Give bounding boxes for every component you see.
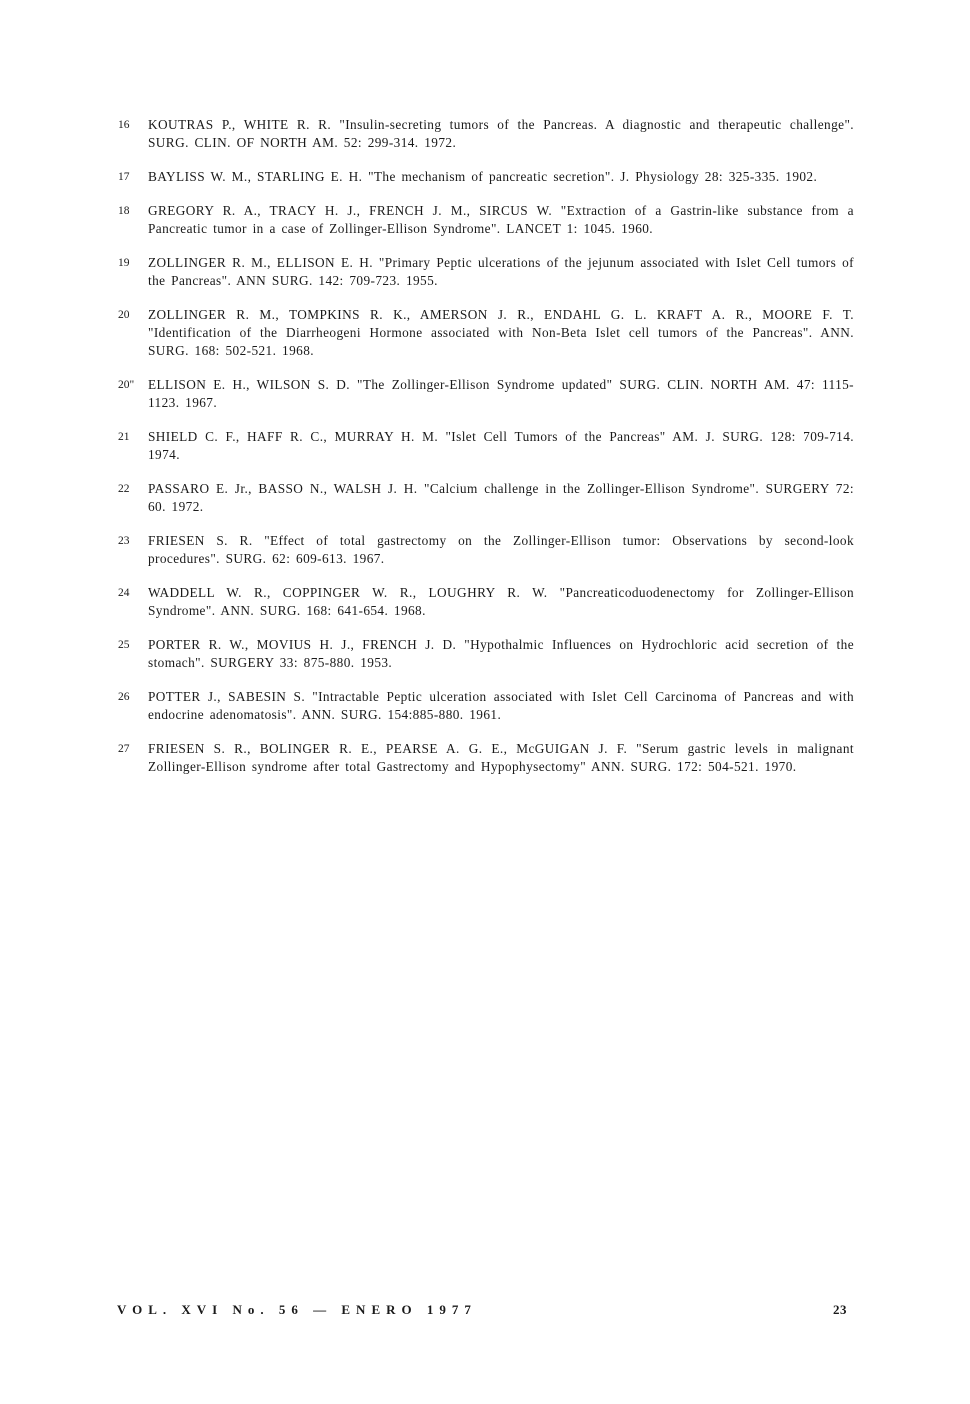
reference-number: 21 xyxy=(118,431,130,443)
reference-text: SHIELD C. F., HAFF R. C., MURRAY H. M. "Islet Cell Tumors of the Pancreas" AM. J. SURG. 128: 709-714. 1974. xyxy=(148,429,854,462)
reference-item xyxy=(118,480,854,516)
reference-item xyxy=(118,584,854,620)
reference-item xyxy=(118,168,854,186)
journal-issue: VOL. XVI No. 56 — ENERO 1977 xyxy=(117,1302,477,1317)
reference-text: KOUTRAS P., WHITE R. R. "Insulin-secreting tumors of the Pancreas. A diagnostic and therapeutic challenge". SURG. CLIN. OF NORTH AM. 52: 299-314. 1972. xyxy=(148,117,854,150)
reference-number: 20" xyxy=(118,379,135,391)
reference-number: 16 xyxy=(118,119,130,131)
reference-text: BAYLISS W. M., STARLING E. H. "The mechanism of pancreatic secretion". J. Physiology 28: 325-335. 1902. xyxy=(148,169,818,184)
reference-item xyxy=(118,116,854,152)
reference-item xyxy=(118,306,854,360)
reference-text: ZOLLINGER R. M., ELLISON E. H. "Primary Peptic ulcerations of the jejunum associated with Islet Cell tumors of the Pancreas". ANN SURG. 142: 709-723. 1955. xyxy=(148,255,854,288)
reference-item xyxy=(118,688,854,724)
reference-item xyxy=(118,428,854,464)
reference-number: 25 xyxy=(118,639,130,651)
reference-number: 26 xyxy=(118,691,130,703)
reference-item xyxy=(118,636,854,672)
reference-list xyxy=(118,116,854,776)
reference-text: POTTER J., SABESIN S. "Intractable Peptic ulceration associated with Islet Cell Carcinoma of Pancreas and with endocrine adenomatosis". ANN. SURG. 154:885-880. 1961. xyxy=(148,689,854,722)
reference-number: 18 xyxy=(118,205,130,217)
reference-text: PORTER R. W., MOVIUS H. J., FRENCH J. D. "Hypothalmic Influences on Hydrochloric acid secretion of the stomach". SURGERY 33: 875-880. 1953. xyxy=(148,637,854,670)
reference-text: FRIESEN S. R., BOLINGER R. E., PEARSE A. G. E., McGUIGAN J. F. "Serum gastric levels in malignant Zollinger-Ellison syndrome after total Gastrectomy and Hypophysectomy" ANN. SURG. 172: 504-521. 1970. xyxy=(148,741,854,774)
reference-number: 23 xyxy=(118,535,130,547)
reference-number: 24 xyxy=(118,587,130,599)
reference-item xyxy=(118,376,854,412)
reference-number: 27 xyxy=(118,743,130,755)
reference-item xyxy=(118,202,854,238)
reference-number: 22 xyxy=(118,483,130,495)
page-footer xyxy=(117,1302,847,1318)
reference-item xyxy=(118,254,854,290)
reference-item xyxy=(118,740,854,776)
reference-item xyxy=(118,532,854,568)
page-number: 23 xyxy=(833,1302,847,1317)
reference-text: GREGORY R. A., TRACY H. J., FRENCH J. M., SIRCUS W. "Extraction of a Gastrin-like substance from a Pancreatic tumor in a case of Zollinger-Ellison Syndrome". LANCET 1: 1045. 1960. xyxy=(148,203,854,236)
reference-text: ZOLLINGER R. M., TOMPKINS R. K., AMERSON J. R., ENDAHL G. L. KRAFT A. R., MOORE F. T. "Identification of the Diarrheogeni Hormone associated with Non-Beta Islet cell tumors of the Pancreas". ANN. SURG. 168: 502-521. 1968. xyxy=(148,307,854,358)
reference-number: 20 xyxy=(118,309,130,321)
reference-text: ELLISON E. H., WILSON S. D. "The Zollinger-Ellison Syndrome updated" SURG. CLIN. NORTH AM. 47: 1115-1123. 1967. xyxy=(148,377,854,410)
reference-text: WADDELL W. R., COPPINGER W. R., LOUGHRY R. W. "Pancreaticoduodenectomy for Zollinger-Ellison Syndrome". ANN. SURG. 168: 641-654. 1968. xyxy=(148,585,854,618)
reference-number: 19 xyxy=(118,257,130,269)
reference-text: FRIESEN S. R. "Effect of total gastrectomy on the Zollinger-Ellison tumor: Observations by second-look procedures". SURG. 62: 609-613. 1967. xyxy=(148,533,854,566)
reference-number: 17 xyxy=(118,171,130,183)
reference-text: PASSARO E. Jr., BASSO N., WALSH J. H. "Calcium challenge in the Zollinger-Ellison Syndrome". SURGERY 72: 60. 1972. xyxy=(148,481,854,514)
